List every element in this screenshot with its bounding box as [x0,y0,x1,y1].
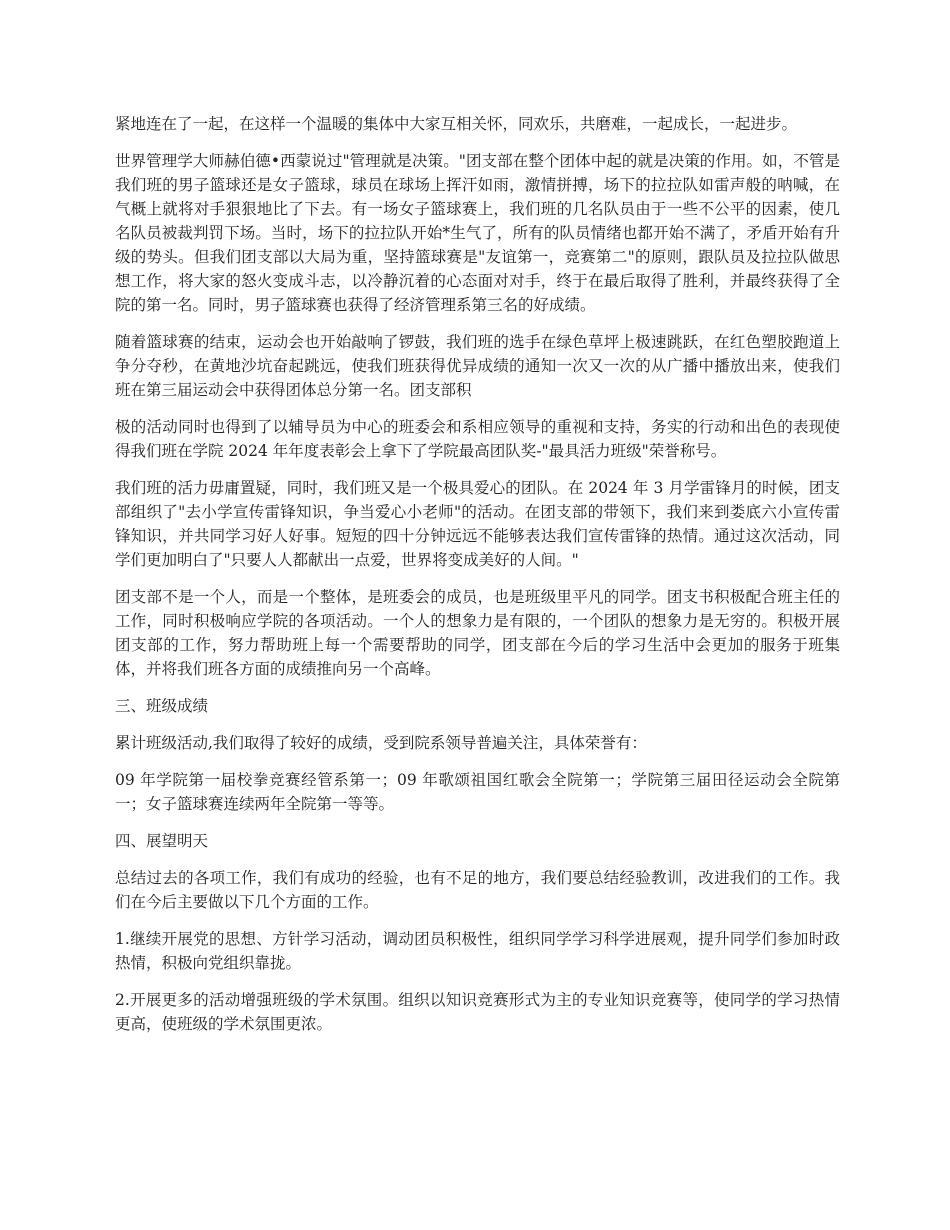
paragraph-6: 团支部不是一个人，而是一个整体，是班委会的成员，也是班级里平凡的同学。团支书积极配合班主任的工作，同时积极响应学院的各项活动。一个人的想象力是有限的，一个团队的想象力是无穷的。积极开展团支部的工作，努力帮助班上每一个需要帮助的同学，团支部在今后的学习生活中会更加的服务于班集体，并将我们班各方面的成绩推向另一个高峰。 [115,588,840,678]
section-3-honors: 09 年学院第一届校拳竞赛经管系第一；09 年歌颂祖国红歌会全院第一；学院第三届田径运动会全院第一；女子篮球赛连续两年全院第一等等。 [115,771,840,813]
section-4-intro: 总结过去的各项工作，我们有成功的经验，也有不足的地方，我们要总结经验教训，改进我们的工作。我们在今后主要做以下几个方面的工作。 [115,869,840,911]
section-4-heading: 四、展望明天 [115,832,209,850]
section-4-item-1: 1.继续开展党的思想、方针学习活动，调动团员积极性，组织同学学习科学进展观，提升同学们参加时政热情，积极向党组织靠拢。 [115,930,840,972]
section-4-item-2: 2.开展更多的活动增强班级的学术氛围。组织以知识竞赛形式为主的专业知识竞赛等，使同学的学习热情更高，使班级的学术氛围更浓。 [115,991,840,1033]
section-3-heading: 三、班级成绩 [115,697,209,715]
document-page [115,112,840,1049]
paragraph-2: 世界管理学大师赫伯德•西蒙说过"管理就是决策。"团支部在整个团体中起的就是决策的作用。如，不管是我们班的男子篮球还是女子篮球，球员在球场上挥汗如雨，激情拼搏，场下的拉拉队如雷声般的呐喊，在气概上就将对手狠狠地比了下去。有一场女子篮球赛上，我们班的几名队员由于一些不公平的因素，使几名队员被裁判罚下场。当时，场下的拉拉队开始*生气了，所有的队员情绪也都开始不满了，矛盾开始有升级的势头。但我们团支部以大局为重，坚持篮球赛是"友谊第一，竞赛第二"的原则，跟队员及拉拉队做思想工作，将大家的怒火变成斗志，以冷静沉着的心态面对对手，终于在最后取得了胜利，并最终获得了全院的第一名。同时，男子篮球赛也获得了经济管理系第三名的好成绩。 [115,152,840,314]
paragraph-1: 紧地连在了一起，在这样一个温暖的集体中大家互相关怀，同欢乐，共磨难，一起成长，一起进步。 [115,115,798,133]
paragraph-5: 我们班的活力毋庸置疑，同时，我们班又是一个极具爱心的团队。在 2024 年 3 月学雷锋月的时候，团支部组织了"去小学宣传雷锋知识，争当爱心小老师"的活动。在团支部的带领下，我们来到娄底六小宣传雷锋知识，并共同学习好人好事。短短的四十分钟远远不能够表达我们宣传雷锋的热情。通过这次活动，同学们更加明白了"只要人人都献出一点爱，世界将变成美好的人间。" [115,479,840,569]
section-3-intro: 累计班级活动,我们取得了较好的成绩，受到院系领导普遍关注，具体荣誉有： [115,734,647,752]
paragraph-4: 极的活动同时也得到了以辅导员为中心的班委会和系相应领导的重视和支持，务实的行动和出色的表现使得我们班在学院 2024 年年度表彰会上拿下了学院最高团队奖-"最具活力班级"荣誉称号。 [115,418,840,460]
paragraph-3: 随着篮球赛的结束，运动会也开始敲响了锣鼓，我们班的选手在绿色草坪上极速跳跃，在红色塑胶跑道上争分夺秒，在黄地沙坑奋起跳远，使我们班获得优异成绩的通知一次又一次的从广播中播放出来，使我们班在第三届运动会中获得团体总分第一名。团支部积 [115,333,840,399]
